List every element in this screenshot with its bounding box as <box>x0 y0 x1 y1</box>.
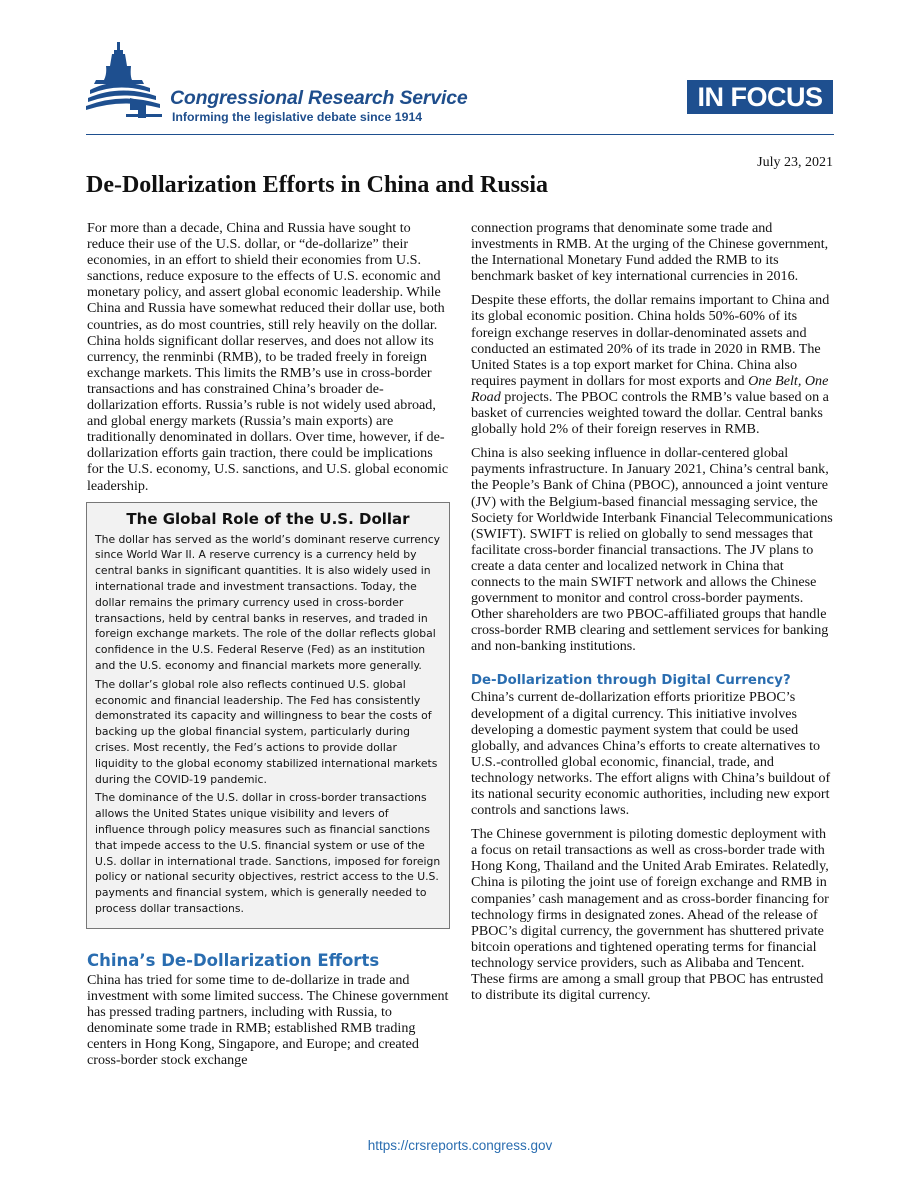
sidebar-title: The Global Role of the U.S. Dollar <box>126 509 410 528</box>
footer-url-link[interactable]: https://crsreports.congress.gov <box>367 1138 553 1153</box>
body-paragraph: The Chinese government is piloting domestic deployment with a focus on retail transactions as well as cross-border trade with Hong Kong, Thailand and the United Arab Emirates. Relatedly, China is piloting the joint use of foreign exchange and RMB in companies’ cash management and as cross-border financing for technology firms in designated zones. Ahead of the release of PBOC’s digital currency, the government has shuttered private bitcoin operations and tightened operating terms for financial technology service providers, such as Alibaba and Tencent. These firms are among a small group that PBOC has entrusted to distribute its digital currency. <box>471 826 829 1004</box>
right-column <box>471 220 835 1011</box>
sidebar-paragraph: The dollar’s global role also reflects continued U.S. global economic and financial leadership. The Fed has consistently demonstrated its capacity and willingness to bear the costs of backing up the global financial system, particularly during crises. Most recently, the Fed’s actions to provide dollar liquidity to the global economy stabilized international markets during the COVID-19 pandemic. <box>95 677 438 786</box>
body-paragraph: China’s current de-dollarization efforts prioritize PBOC’s development of a digital currency. This initiative involves developing a domestic payment system that could be used globally, and advances China’s efforts to create alternatives to U.S.-controlled global economic, financial, trade, and technology networks. The effort aligns with China’s buildout of its national security economic authorities, including new export controls and sanctions laws. <box>471 689 831 819</box>
publication-date: July 23, 2021 <box>757 155 833 170</box>
italic-project-name: One Belt, One Road <box>471 372 829 405</box>
sidebar-paragraph: The dominance of the U.S. dollar in cross-border transactions allows the United States unique visibility and levers of influence through policy measures such as financial sanctions that impede access to the U.S. financial system or use of the U.S. dollar in international trade. Sanctions, imposed for foreign policy or national security objectives, restrict access to the U.S. payments and financial system, which is generally needed to process dollar transactions. <box>95 791 441 915</box>
header-rule <box>86 134 834 135</box>
in-focus-badge: IN FOCUS <box>687 80 833 114</box>
org-name: Congressional Research Service <box>170 87 468 109</box>
body-paragraph: China is also seeking influence in dollar-centered global payments infrastructure. In January 2021, China’s central bank, the People’s Bank of China (PBOC), announced a joint venture (JV) with the Belgium-based financial messaging service, the Society for Worldwide Interbank Financial Telecommunications (SWIFT). SWIFT is relied on globally to send messages that facilitate cross-border financial transactions. The JV plans to create a data center and localized network in China that connects to the main SWIFT network and allows the Chinese government to monitor and control cross-border payments. Other shareholders are two PBOC-affiliated groups that handle cross-border RMB clearing and settlement services for banking and non-banking institutions. <box>471 445 833 655</box>
text-span: projects. The PBOC controls the RMB’s value based on a basket of currencies weighted toward the dollar. Central banks globally hold 2% of their foreign reserves in RMB. <box>471 388 829 438</box>
org-tagline: Informing the legislative debate since 1914 <box>172 110 423 124</box>
sidebar-paragraph: The dollar has served as the world’s dominant reserve currency since World War II. A reserve currency is a currency held by central banks in significant quantities. It is also widely used in international trade and investment transactions. Today, the dollar remains the primary currency used in cross-border transactions, held by central banks in reserves, and traded in foreign exchange markets. The role of the dollar reflects global confidence in the U.S. Federal Reserve (Fed) as an institution and the U.S. economy and financial markets more generally. <box>95 532 441 672</box>
page-title: De-Dollarization Efforts in China and Russia <box>86 172 549 198</box>
section-heading-digital-currency: De-Dollarization through Digital Currency? <box>471 673 791 689</box>
body-paragraph: China has tried for some time to de-dollarize in trade and investment with some limited success. The Chinese government has pressed trading partners, including with Russia, to denominate some trade in RMB; established RMB trading centers in Hong Kong, Singapore, and Europe; and created cross-border stock exchange <box>87 971 449 1069</box>
section-heading-china: China’s De-Dollarization Efforts <box>87 950 380 970</box>
text-span: Despite these efforts, the dollar remains important to China and its global economic position. China holds 50%-60% of its foreign exchange reserves in dollar-denominated assets and conducted an estimated 20% of its trade in 2020 in RMB. The United States is a top export market for China. China also requires payment in dollars for most exports and <box>471 292 830 389</box>
body-paragraph <box>471 292 835 437</box>
left-column <box>87 220 449 1076</box>
intro-paragraph: For more than a decade, China and Russia have sought to reduce their use of the U.S. dollar, or “de-dollarize” their economies, in an effort to shield their economies from U.S. sanctions, reduce exposure to the effects of U.S. economic and monetary policy, and assert global economic leadership. While China and Russia have somewhat reduced their dollar use, both countries, as do most countries, still rely heavily on the dollar. China holds significant dollar reserves, and does not allow its currency, the renminbi (RMB), to be traded freely in foreign exchange markets. This limits the RMB’s use in cross-border transactions and has constrained China’s broader de-dollarization efforts. Russia’s ruble is not widely used abroad, and global energy markets (Russia’s main exports) are traditionally denominated in dollars. Over time, however, if de-dollarization efforts gain traction, there could be implications for the U.S. economy, U.S. sanctions, and U.S. global economic leadership. <box>87 220 449 494</box>
body-paragraph: connection programs that denominate some trade and investments in RMB. At the urging of the Chinese government, the International Monetary Fund added the RMB to its benchmark basket of key international currencies in 2016. <box>471 220 829 285</box>
sidebar-box <box>86 502 450 929</box>
